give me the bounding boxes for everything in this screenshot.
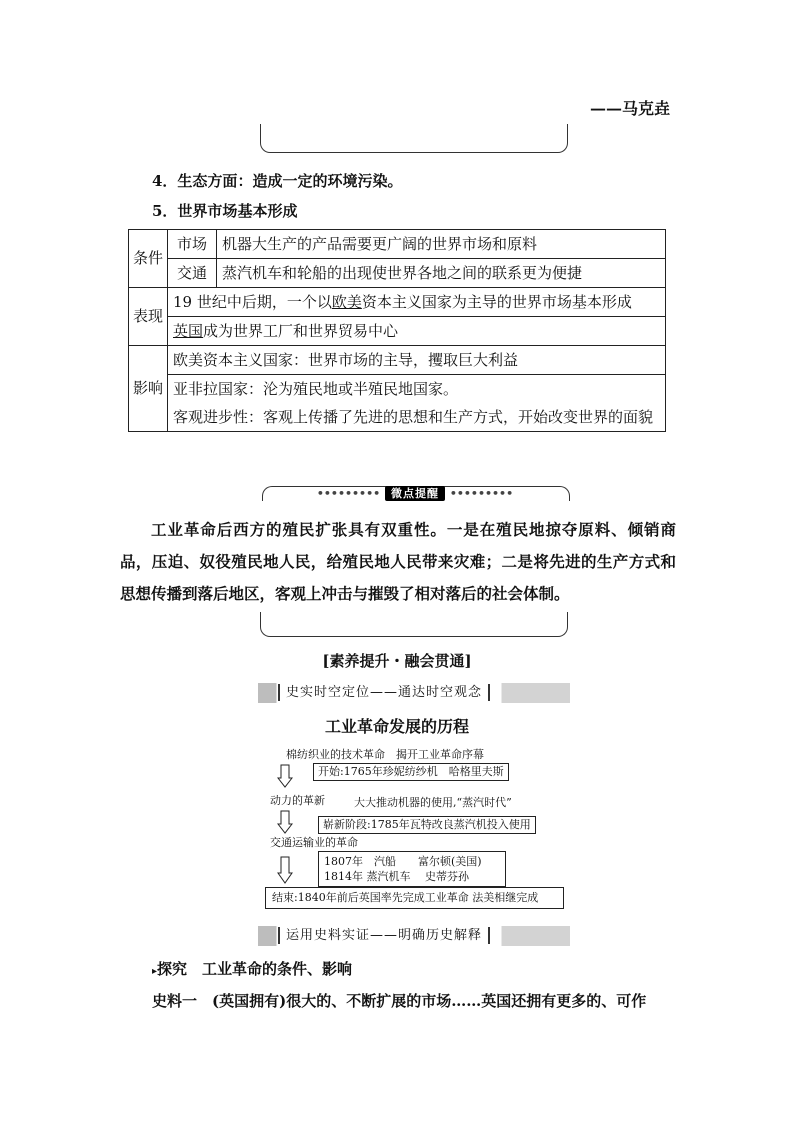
table-row (129, 317, 666, 346)
micro-tip-box-bottom-border (260, 612, 568, 637)
flow-step-3: 交通运输业的革命 (270, 836, 358, 849)
down-arrow-icon (277, 810, 293, 834)
item-5-world-market: 5．世界市场基本形成 (152, 202, 298, 220)
table-row (129, 403, 666, 432)
flow-box-transport-line-2: 1814年 蒸汽机车 史蒂芬孙 (324, 870, 469, 883)
banner-timeline-text: 史实时空定位——通达时空观念 (278, 684, 490, 701)
flow-box-end: 结束:1840年前后英国率先完成工业革命 法美相继完成 (265, 887, 564, 909)
down-arrow-icon (277, 856, 293, 884)
condition-transport-text: 蒸汽机车和轮船的出现使世界各地之间的联系更为便捷 (217, 259, 666, 288)
dots-decoration: ••••••••• (316, 487, 381, 500)
micro-tip-label: 微点提醒 (385, 486, 445, 501)
table-row (129, 346, 666, 375)
quote-box-bottom-border (260, 124, 568, 153)
flow-box-transport (318, 851, 506, 887)
flow-box-start: 开始:1765年珍妮纺纱机 哈格里夫斯 (313, 763, 509, 781)
source-material-1: 史料一 (英国拥有)很大的、不断扩展的市场……英国还拥有更多的、可作 (152, 992, 647, 1010)
impact-label: 影响 (129, 346, 168, 432)
banner-source-evidence (258, 926, 570, 946)
micro-tip-text: 工业革命后西方的殖民扩张具有双重性。一是在殖民地掠夺原料、倾销商品，压迫、奴役殖民地人民，给殖民地人民带来灾难；二是将先进的生产方式和思想传播到落后地区，客观上冲击与摧毁了相对落后的社会体制。 (120, 520, 676, 603)
quote-attribution: ——马克垚 (590, 99, 671, 118)
item-4-ecology: 4．生态方面：造成一定的环境污染。 (152, 172, 403, 190)
flow-step-2: 动力的革新 (270, 794, 325, 807)
section-title: [素养提升・融会贯通] (322, 652, 472, 670)
dots-decoration: ••••••••• (449, 487, 514, 500)
impact-text-2: 亚非拉国家：沦为殖民地或半殖民地国家。 (168, 375, 666, 404)
impact-text-3: 客观进步性：客观上传播了先进的思想和生产方式，开始改变世界的面貌 (168, 403, 666, 432)
condition-label: 条件 (129, 230, 168, 288)
micro-tip-header (268, 485, 562, 501)
banner-source-evidence-text: 运用史料实证——明确历史解释 (278, 927, 490, 944)
condition-sub-market: 市场 (168, 230, 217, 259)
table-row (129, 230, 666, 259)
performance-label: 表现 (129, 288, 168, 346)
flow-box-new-stage: 崭新阶段:1785年瓦特改良蒸汽机投入使用 (318, 816, 536, 834)
flow-step-1: 棉纺织业的技术革命 揭开工业革命序幕 (286, 748, 484, 761)
table-row (129, 288, 666, 317)
impact-text-1: 欧美资本主义国家：世界市场的主导，攫取巨大利益 (168, 346, 666, 375)
condition-market-text: 机器大生产的产品需要更广阔的世界市场和原料 (217, 230, 666, 259)
down-arrow-icon (277, 764, 293, 788)
banner-timeline (258, 683, 570, 703)
performance-text-1: 19 世纪中后期，一个以欧美资本主义国家为主导的世界市场基本形成 (168, 288, 666, 317)
performance-text-2: 英国成为世界工厂和世界贸易中心 (168, 317, 666, 346)
diagram-title: 工业革命发展的历程 (324, 717, 469, 736)
table-row (129, 259, 666, 288)
triangle-marker-icon: ▸ (152, 966, 158, 977)
inquiry-title: 探究 工业革命的条件、影响 (157, 960, 353, 978)
flow-step-2-note: 大大推动机器的使用,“蒸汽时代” (354, 796, 512, 809)
flow-box-transport-line-1: 1807年 汽船 富尔顿(美国) (324, 855, 482, 868)
table-row (129, 375, 666, 404)
world-market-table (128, 229, 666, 432)
condition-sub-transport: 交通 (168, 259, 217, 288)
inquiry-heading (152, 958, 352, 979)
